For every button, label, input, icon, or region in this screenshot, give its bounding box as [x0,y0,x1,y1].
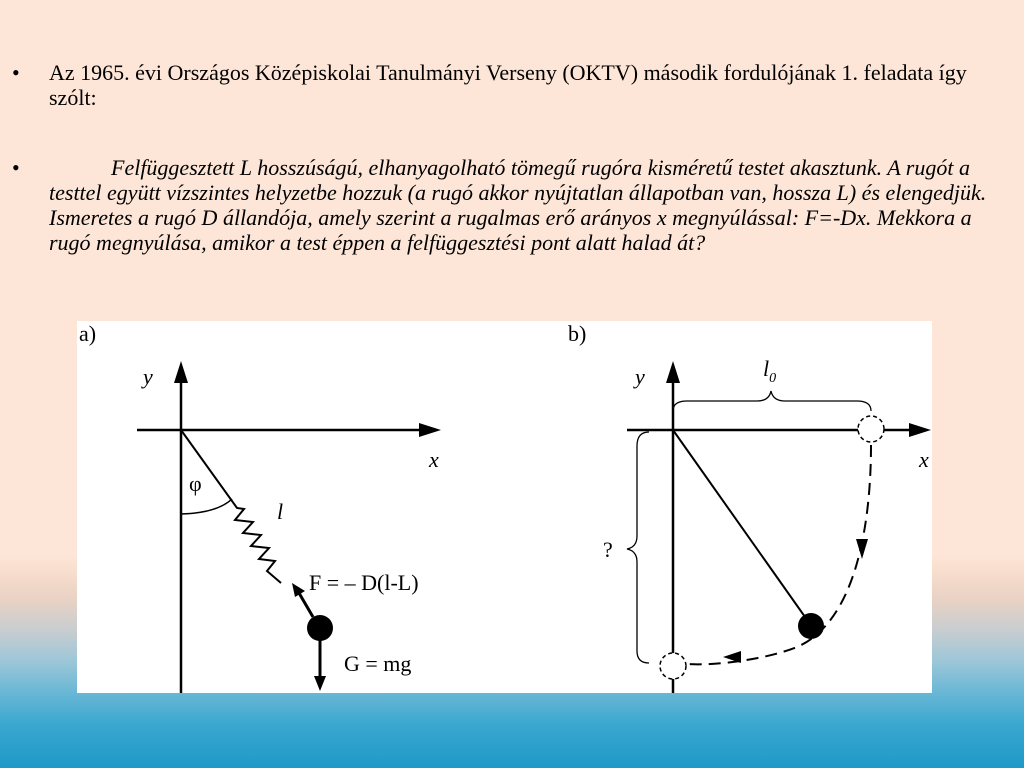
b-y-label: y [635,364,645,389]
a-spring-label: l [277,499,284,524]
b-final-position [660,653,686,679]
figure-drawing [77,321,932,693]
a-spring [181,430,284,583]
a-y-arrowhead [174,361,188,383]
a-gravity-label: G = mg [344,651,412,676]
a-angle-arc [181,499,232,514]
b-y-arrowhead [666,361,680,383]
bullet-marker: • [12,155,20,180]
a-angle-label: φ [189,471,202,496]
intro-text: Az 1965. évi Országos Középiskolai Tanulmányi Verseny (OKTV) második fordulójának 1. feladata így szólt: [49,60,967,110]
a-x-arrowhead [419,423,441,437]
b-mass [798,613,824,639]
b-trajectory [687,445,871,664]
a-gravity-arrowhead [314,676,326,691]
b-l0-brace [673,391,871,411]
problem-text: Felfüggesztett L hosszúságú, elhanyagolható tömegű rugóra kisméretű testet akasztunk. A rugót a testtel együtt vízszintes helyzetbe hozzuk (a rugó akkor nyújtatlan állapotban van, hossza L) és elengedjük. Ismeretes a rugó D állandója, amely szerint a rugalmas erő arányos x megnyúlással: F=-Dx. Mekkora a rugó megnyúlása, amikor a test éppen a felfüggesztési pont alatt halad át? [49,155,987,255]
b-x-arrowhead [909,423,931,437]
b-trajectory-arrowhead-1 [856,539,868,559]
b-initial-position [858,416,884,442]
panel-b-label: b) [568,321,587,346]
b-l0-label: $l_0$ [763,356,777,386]
a-x-label: x [429,447,439,472]
a-y-label: y [143,364,153,389]
b-question-label: ? [603,537,613,562]
a-force-arrow [299,593,313,617]
b-x-label: x [919,447,929,472]
panel-a-label: a) [79,321,97,346]
a-force-label: F = – D(l-L) [309,570,419,595]
a-mass [307,615,333,641]
physics-figure [77,321,932,693]
panel-b [568,321,931,693]
panel-a [79,321,441,693]
b-question-brace [627,432,649,663]
bullet-marker: • [12,60,20,85]
b-rod [673,430,810,624]
